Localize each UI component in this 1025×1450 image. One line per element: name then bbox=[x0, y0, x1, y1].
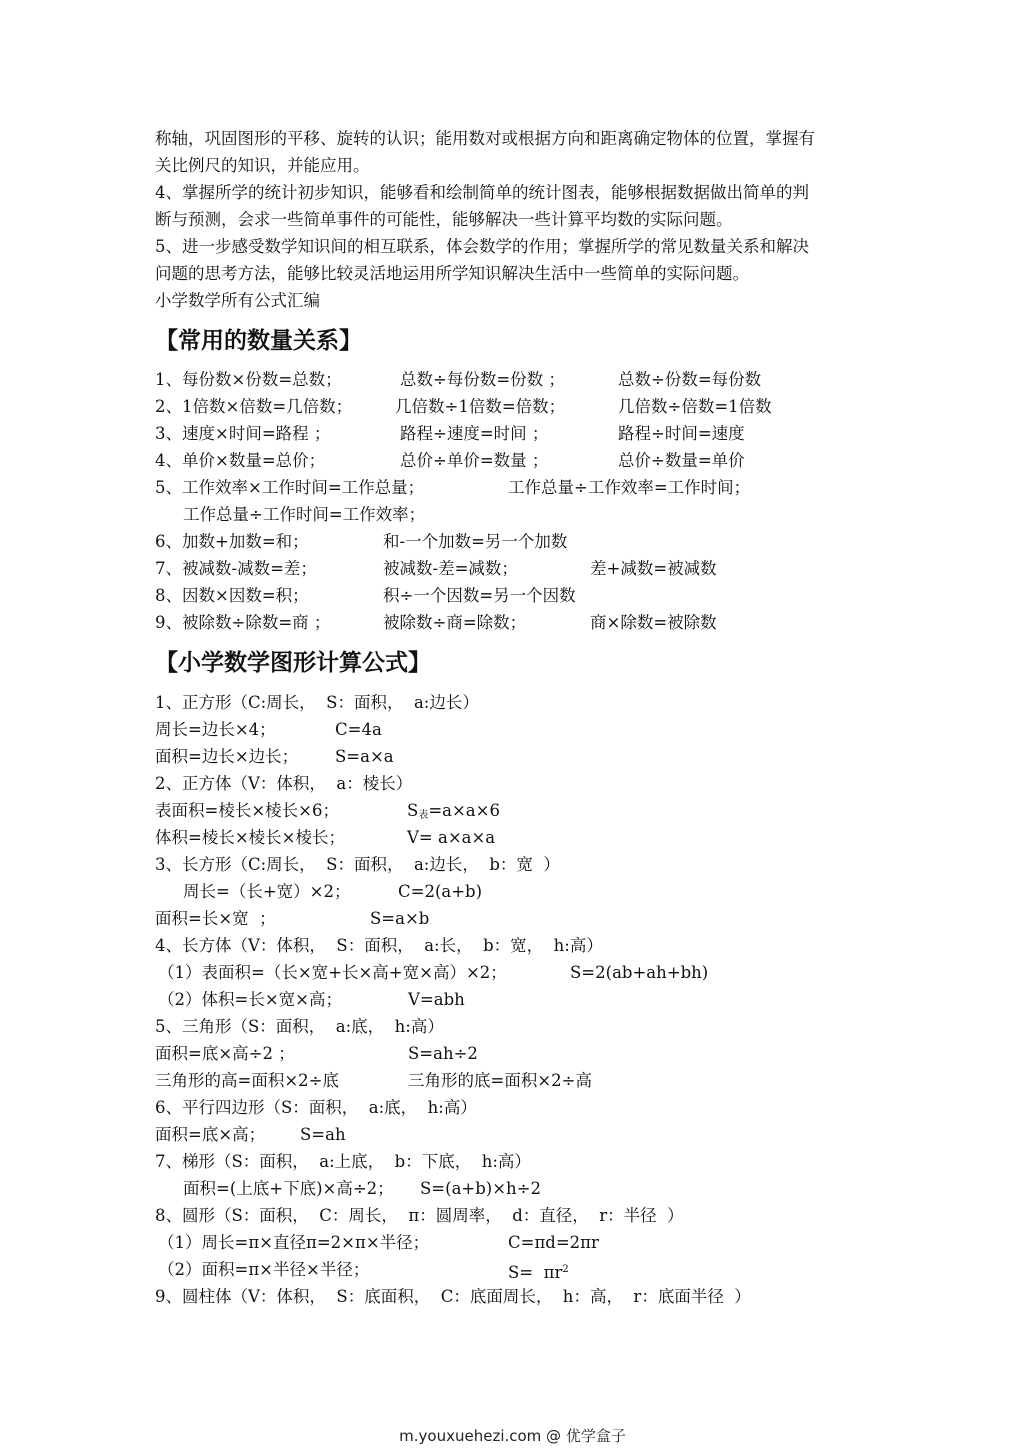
formula-cell: 面积=边长×边长； bbox=[155, 747, 299, 766]
shape-heading: 8、圆形（S：面积， C：周长， π：圆周率， d：直径， r：半径 ） bbox=[155, 1206, 684, 1225]
formula-cell: 总价÷单价=数量 ； bbox=[400, 451, 549, 470]
formula-row bbox=[155, 827, 655, 849]
formula-cell: S=ah bbox=[300, 1125, 346, 1144]
formula-cell: 三角形的高=面积×2÷底 bbox=[155, 1071, 339, 1090]
formula-symbol: S= πr bbox=[508, 1263, 563, 1282]
formula-cell: 总数÷份数=每份数 bbox=[618, 370, 762, 389]
formula-symbol: S bbox=[407, 801, 419, 820]
formula-cell: 三角形的底=面积×2÷高 bbox=[408, 1071, 592, 1090]
formula-cell: （1）周长=π×直径π=2×π×半径； bbox=[158, 1233, 430, 1252]
formula-row bbox=[183, 1178, 683, 1200]
formula-cell: 路程÷速度=时间 ； bbox=[400, 424, 549, 443]
shape-heading: 9、圆柱体（V：体积， S：底面积， C：底面周长， h：高， r：底面半径 ） bbox=[155, 1287, 751, 1306]
formula-cell: （1）表面积=（长×宽+长×高+宽×高）×2； bbox=[158, 963, 507, 982]
formula-cell: S=(a+b)×h÷2 bbox=[420, 1179, 542, 1198]
formula-cell: V= a×a×a bbox=[407, 828, 496, 847]
formula-superscript: 2 bbox=[562, 1264, 569, 1275]
formula-cell: 总数÷每份数=份数 ； bbox=[400, 370, 565, 389]
formula-cell: 体积=棱长×棱长×棱长； bbox=[155, 828, 345, 847]
formula-cell: 面积=底×高； bbox=[155, 1125, 266, 1144]
intro-line: 断与预测，会求一些简单事件的可能性，能够解决一些计算平均数的实际问题。 bbox=[155, 210, 733, 229]
shape-heading: 5、三角形（S：面积， a:底， h:高） bbox=[155, 1017, 444, 1036]
formula-cell: 差+减数=被减数 bbox=[590, 559, 717, 578]
formula-cell: S=a×a bbox=[335, 747, 394, 766]
formula-cell: C=πd=2πr bbox=[508, 1233, 599, 1252]
shape-heading: 2、正方体（V：体积， a：棱长） bbox=[155, 774, 413, 793]
formula-row bbox=[155, 800, 655, 822]
formula-cell: 被除数÷商=除数； bbox=[383, 613, 527, 632]
formula-cell: 4、单价×数量=总价； bbox=[155, 451, 326, 470]
formula-cell: 表面积=棱长×棱长×6； bbox=[155, 801, 339, 820]
formula-row bbox=[155, 612, 855, 634]
formula-row bbox=[155, 423, 855, 445]
formula-row bbox=[155, 585, 855, 607]
formula-cell: 9、被除数÷除数=商 ； bbox=[155, 613, 331, 632]
formula-symbol: =a×a×6 bbox=[428, 801, 500, 820]
shape-heading: 3、长方形（C:周长， S：面积， a:边长， b：宽 ） bbox=[155, 855, 560, 874]
formula-row bbox=[158, 989, 658, 1011]
formula-cell: 几倍数÷1倍数=倍数； bbox=[395, 397, 566, 416]
formula-cell: （2）体积=长×宽×高； bbox=[158, 990, 342, 1009]
shape-heading: 7、梯形（S：面积， a:上底， b：下底， h:高） bbox=[155, 1152, 531, 1171]
formula-cell: 和-一个加数=另一个加数 bbox=[383, 532, 568, 551]
formula-cell: 周长=（长+宽）×2； bbox=[183, 882, 351, 901]
intro-line: 关比例尺的知识，并能应用。 bbox=[155, 156, 370, 175]
formula-row bbox=[155, 746, 655, 768]
formula-row bbox=[155, 1043, 655, 1065]
intro-line: 4、掌握所学的统计初步知识，能够看和绘制简单的统计图表，能够根据数据做出简单的判 bbox=[155, 183, 809, 202]
formula-cell: 商×除数=被除数 bbox=[590, 613, 717, 632]
formula-subscript: 表 bbox=[418, 810, 429, 821]
formula-row bbox=[183, 881, 683, 903]
formula-row bbox=[155, 719, 655, 741]
formula-cell: 工作总量÷工作时间=工作效率； bbox=[183, 505, 426, 524]
intro-line: 问题的思考方法，能够比较灵活地运用所学知识解决生活中一些简单的实际问题。 bbox=[155, 264, 749, 283]
formula-cell: 面积=长×宽 ； bbox=[155, 909, 276, 928]
formula-cell: 被减数-差=减数； bbox=[383, 559, 518, 578]
section-heading-quantity-relations: 【常用的数量关系】 bbox=[155, 328, 362, 354]
formula-row bbox=[158, 1259, 758, 1281]
formula-cell: V=abh bbox=[408, 990, 465, 1009]
formula-cell: 工作总量÷工作效率=工作时间； bbox=[508, 478, 751, 497]
formula-row bbox=[155, 477, 855, 499]
formula-row bbox=[158, 962, 858, 984]
formula-cell: （2）面积=π×半径×半径； bbox=[158, 1260, 370, 1279]
formula-row bbox=[155, 369, 855, 391]
formula-cell: 路程÷时间=速度 bbox=[618, 424, 745, 443]
formula-row bbox=[183, 504, 683, 526]
formula-cell: 几倍数÷倍数=1倍数 bbox=[618, 397, 772, 416]
shape-heading: 1、正方形（C:周长， S：面积， a:边长） bbox=[155, 693, 479, 712]
footer-watermark: m.youxuehezi.com @ 优学盒子 bbox=[399, 1427, 626, 1445]
formula-cell: 积÷一个因数=另一个因数 bbox=[383, 586, 576, 605]
formula-cell: S=a×b bbox=[370, 909, 430, 928]
formula-cell bbox=[508, 1259, 569, 1284]
formula-row bbox=[155, 450, 855, 472]
formula-cell: 6、加数+加数=和； bbox=[155, 532, 309, 551]
section-heading-shape-formulas: 【小学数学图形计算公式】 bbox=[155, 650, 431, 676]
formula-cell: 面积=(上底+下底)×高÷2； bbox=[183, 1179, 394, 1198]
formula-row bbox=[158, 1232, 758, 1254]
formula-cell: S=ah÷2 bbox=[408, 1044, 478, 1063]
formula-cell bbox=[407, 800, 500, 827]
formula-cell: 2、1倍数×倍数=几倍数； bbox=[155, 397, 353, 416]
formula-cell: C=2(a+b) bbox=[398, 882, 483, 901]
formula-cell: 面积=底×高÷2 ； bbox=[155, 1044, 295, 1063]
shape-heading: 6、平行四边形（S：面积， a:底， h:高） bbox=[155, 1098, 477, 1117]
formula-cell: 3、速度×时间=路程 ； bbox=[155, 424, 331, 443]
formula-row bbox=[155, 908, 655, 930]
formula-cell: 总价÷数量=单价 bbox=[618, 451, 745, 470]
formula-cell: 7、被减数-减数=差； bbox=[155, 559, 317, 578]
intro-line: 5、进一步感受数学知识间的相互联系，体会数学的作用；掌握所学的常见数量关系和解决 bbox=[155, 237, 809, 256]
formula-row bbox=[155, 1070, 755, 1092]
formula-cell: 1、每份数×份数=总数； bbox=[155, 370, 342, 389]
formula-cell: 8、因数×因数=积； bbox=[155, 586, 309, 605]
formula-cell: 5、工作效率×工作时间=工作总量； bbox=[155, 478, 425, 497]
shape-heading: 4、长方体（V：体积， S：面积， a:长， b：宽， h:高） bbox=[155, 936, 603, 955]
intro-line: 称轴，巩固图形的平移、旋转的认识；能用数对或根据方向和距离确定物体的位置，掌握有 bbox=[155, 129, 815, 148]
formula-row bbox=[155, 558, 855, 580]
formula-cell: C=4a bbox=[335, 720, 382, 739]
formula-cell: S=2(ab+ah+bh) bbox=[570, 963, 709, 982]
formula-row bbox=[155, 531, 855, 553]
formula-row bbox=[155, 396, 855, 418]
formula-cell: 周长=边长×4； bbox=[155, 720, 276, 739]
intro-line: 小学数学所有公式汇编 bbox=[155, 291, 320, 310]
formula-row bbox=[155, 1124, 655, 1146]
